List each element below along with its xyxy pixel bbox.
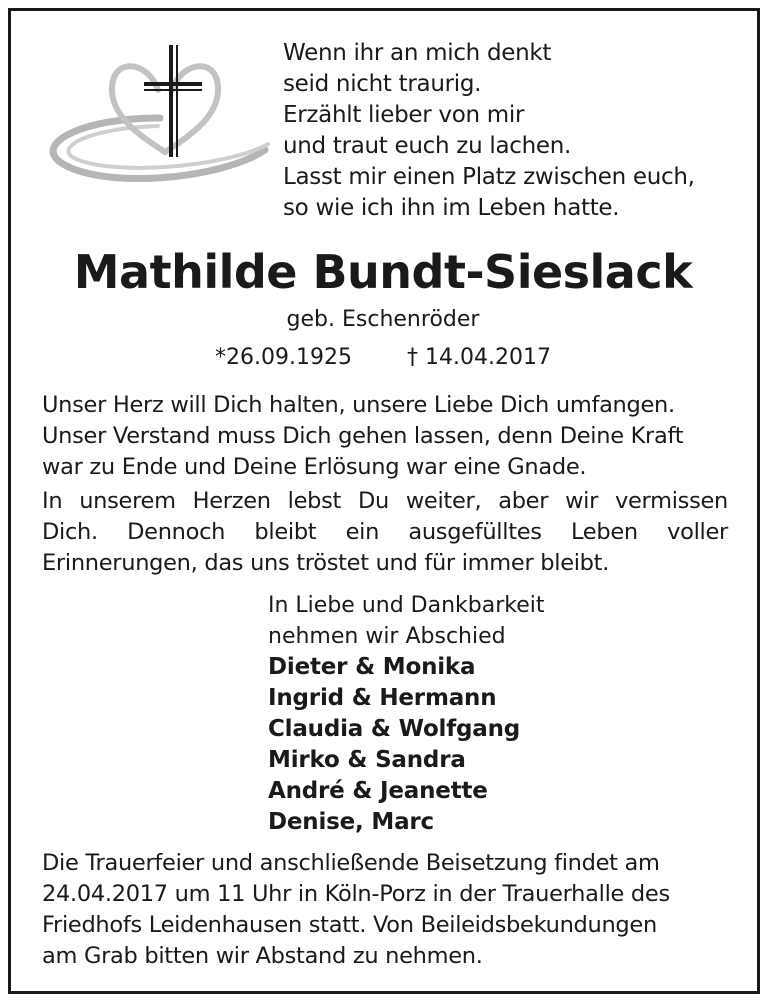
farewell-paragraph <box>42 390 728 483</box>
paragraph-line: Erinnerungen, das uns tröstet und für immer bleibt. <box>42 550 610 576</box>
funeral-info <box>42 848 728 972</box>
death-date: † 14.04.2017 <box>407 345 551 370</box>
paragraph-line: Dich. Dennoch bleibt ein ausgefülltes Leben voller <box>42 519 728 545</box>
mourner-name: Mirko & Sandra <box>268 747 466 773</box>
heart-cross-icon <box>40 40 270 190</box>
mourner-name: Dieter & Monika <box>268 654 476 680</box>
mourners-intro: In Liebe und Dankbarkeit <box>268 593 545 618</box>
birth-name: geb. Eschenröder <box>286 307 480 332</box>
mourners-intro: nehmen wir Abschied <box>268 624 506 649</box>
mourner-name: Denise, Marc <box>268 809 434 835</box>
mourner-name: Claudia & Wolfgang <box>268 716 521 742</box>
paragraph-line: am Grab bitten wir Abstand zu nehmen. <box>42 943 483 969</box>
paragraph-line: In unserem Herzen lebst Du weiter, aber wir vermissen <box>42 488 728 514</box>
paragraph-line: Unser Herz will Dich halten, unsere Liebe Dich umfangen. <box>42 392 675 418</box>
paragraph-line: Unser Verstand muss Dich gehen lassen, denn Deine Kraft <box>42 423 684 449</box>
poem-line: und traut euch zu lachen. <box>283 133 572 159</box>
poem-line: Lasst mir einen Platz zwischen euch, <box>283 164 695 190</box>
mourner-name: André & Jeanette <box>268 778 488 804</box>
mourner-name: Ingrid & Hermann <box>268 685 497 711</box>
poem-line: so wie ich ihn im Leben hatte. <box>283 195 620 221</box>
poem-line: seid nicht traurig. <box>283 71 482 97</box>
mourners-block <box>268 590 545 838</box>
memory-paragraph <box>42 486 728 579</box>
paragraph-line: Friedhofs Leidenhausen statt. Von Beileidsbekundungen <box>42 912 657 938</box>
poem-line: Erzählt lieber von mir <box>283 102 525 128</box>
poem-line: Wenn ihr an mich denkt <box>283 40 552 66</box>
paragraph-line: war zu Ende und Deine Erlösung war eine Gnade. <box>42 454 587 480</box>
paragraph-line: 24.04.2017 um 11 Uhr in Köln-Porz in der Trauerhalle des <box>42 881 670 907</box>
paragraph-line: Die Trauerfeier und anschließende Beisetzung findet am <box>42 850 660 876</box>
birth-date: *26.09.1925 <box>215 345 352 370</box>
life-dates <box>0 345 766 370</box>
poem <box>283 38 695 224</box>
deceased-name: Mathilde Bundt-Sieslack <box>73 245 693 299</box>
